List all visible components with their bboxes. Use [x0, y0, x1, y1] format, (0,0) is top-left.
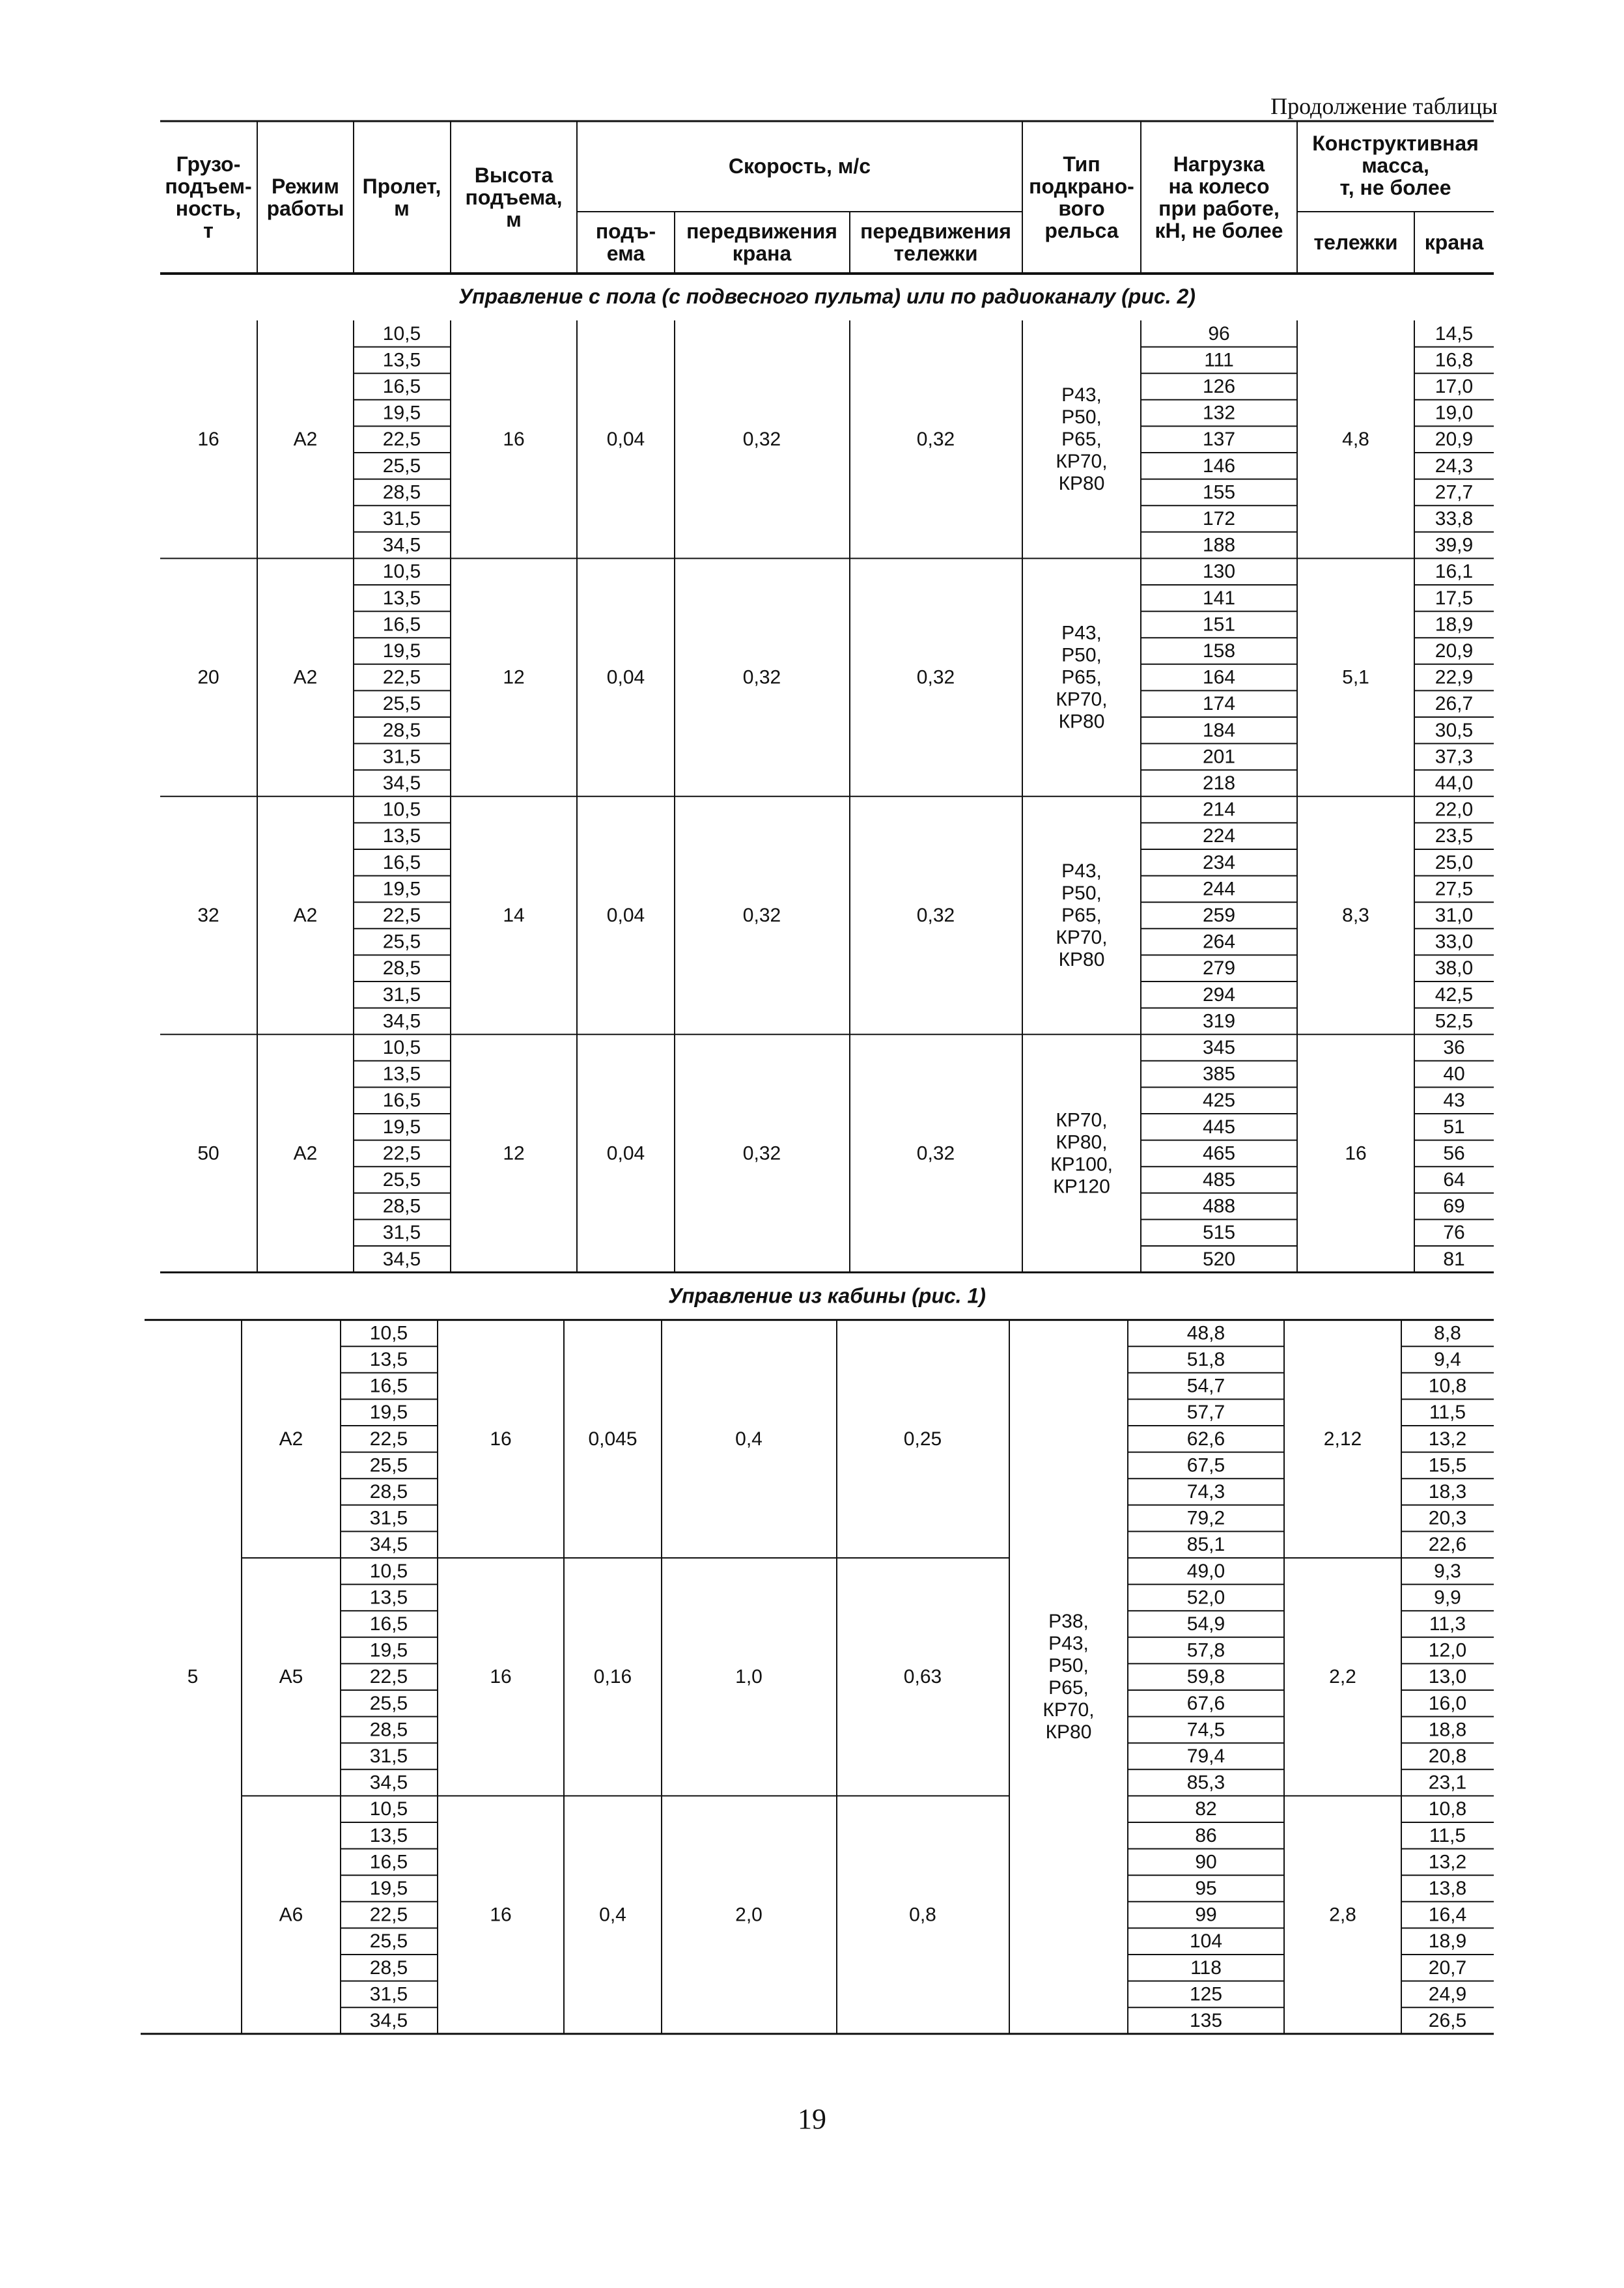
crane-speed-value: 0,32	[742, 905, 781, 926]
wheel-load-value: 86	[1195, 1824, 1217, 1846]
crane-mass-value: 12,0	[1428, 1639, 1467, 1661]
span-value: 31,5	[382, 983, 421, 1006]
span-value: 34,5	[382, 534, 421, 556]
crane-mass-value: 16,0	[1428, 1692, 1467, 1714]
rail-type-list: КР80,	[1056, 1131, 1108, 1153]
span-value: 25,5	[382, 693, 421, 715]
crane-mass-value: 22,9	[1435, 666, 1474, 688]
span-value: 31,5	[382, 1222, 421, 1244]
crane-speed-value: 0,4	[735, 1428, 763, 1450]
crane-mass-value: 9,9	[1434, 1587, 1461, 1609]
header-height: м	[506, 208, 522, 231]
span-value: 22,5	[369, 1428, 408, 1450]
crane-mass-value: 18,9	[1428, 1930, 1467, 1953]
span-value: 10,5	[369, 1560, 408, 1582]
header-rail-type: рельса	[1044, 219, 1119, 242]
crane-mass-value: 13,8	[1428, 1878, 1467, 1899]
crane-mass-value: 20,3	[1428, 1507, 1467, 1529]
rail-type-list: КР80	[1058, 473, 1105, 495]
wheel-load-value: 184	[1202, 719, 1236, 741]
crane-mass-value: 24,3	[1435, 455, 1474, 477]
wheel-load-value: 201	[1202, 746, 1236, 768]
wheel-load-value: 49,0	[1186, 1560, 1225, 1582]
span-value: 25,5	[369, 1692, 408, 1714]
wheel-load-value: 82	[1195, 1798, 1217, 1820]
rail-type-list: Р43,	[1061, 384, 1102, 406]
crane-mass-value: 20,9	[1435, 429, 1474, 451]
crane-mass-value: 18,8	[1428, 1719, 1467, 1741]
wheel-load-value: 118	[1190, 1956, 1222, 1979]
section-title-cabin-control: Управление из кабины (рис. 1)	[668, 1284, 986, 1308]
span-value: 31,5	[369, 1983, 408, 2005]
span-value: 34,5	[382, 772, 421, 794]
wheel-load-value: 67,6	[1186, 1692, 1225, 1714]
header-speed-crane: крана	[732, 242, 792, 265]
header-speed-trolley: передвижения	[860, 219, 1011, 243]
span-value: 34,5	[369, 2010, 408, 2031]
crane-mass-value: 19,0	[1435, 402, 1474, 424]
crane-mass-value: 14,5	[1435, 322, 1474, 345]
duty-mode-value: А6	[279, 1904, 303, 1926]
wheel-load-value: 51,8	[1186, 1349, 1225, 1370]
wheel-load-value: 385	[1202, 1063, 1236, 1085]
wheel-load-value: 99	[1195, 1904, 1217, 1926]
trolley-speed-value: 0,8	[909, 1904, 936, 1926]
span-value: 34,5	[369, 1534, 408, 1556]
trolley-mass-value: 2,12	[1323, 1428, 1362, 1450]
crane-mass-value: 17,0	[1435, 376, 1474, 397]
rail-type-list: КР70,	[1056, 1109, 1108, 1131]
crane-mass-value: 11,5	[1429, 1402, 1466, 1424]
header-capacity: т	[203, 219, 214, 242]
span-value: 16,5	[369, 1851, 408, 1873]
trolley-speed-value: 0,25	[903, 1428, 942, 1450]
crane-mass-value: 13,2	[1428, 1428, 1467, 1450]
lift-height-value: 16	[490, 1904, 512, 1926]
wheel-load-value: 141	[1202, 587, 1236, 609]
header-mode: работы	[266, 197, 344, 220]
span-value: 22,5	[369, 1666, 408, 1688]
header-wheel-load: при работе,	[1158, 197, 1280, 220]
crane-mass-value: 64	[1443, 1169, 1465, 1191]
header-rail-type: вого	[1058, 197, 1105, 220]
crane-mass-value: 16,4	[1428, 1904, 1467, 1926]
crane-speed-value: 0,32	[742, 429, 781, 451]
wheel-load-value: 125	[1189, 1983, 1223, 2005]
trolley-mass-value: 2,2	[1329, 1666, 1356, 1688]
span-value: 19,5	[369, 1402, 408, 1424]
wheel-load-value: 294	[1202, 983, 1236, 1006]
capacity-value: 16	[197, 429, 219, 451]
duty-mode-value: А5	[279, 1666, 303, 1688]
wheel-load-value: 146	[1202, 455, 1236, 477]
span-value: 10,5	[382, 798, 421, 821]
lift-speed-value: 0,04	[606, 905, 645, 926]
header-capacity: Грузо-	[176, 152, 241, 176]
wheel-load-value: 155	[1202, 481, 1236, 503]
wheel-load-value: 520	[1202, 1248, 1236, 1270]
wheel-load-value: 48,8	[1186, 1322, 1225, 1344]
trolley-mass-value: 2,8	[1329, 1904, 1356, 1926]
lift-height-value: 16	[490, 1666, 512, 1688]
trolley-mass-value: 16	[1345, 1142, 1367, 1165]
span-value: 25,5	[382, 1169, 421, 1191]
duty-mode-value: А2	[293, 1142, 318, 1165]
crane-mass-value: 16,8	[1435, 349, 1474, 371]
span-value: 25,5	[369, 1930, 408, 1953]
header-rail-type: подкрано-	[1029, 175, 1134, 198]
crane-mass-value: 27,7	[1435, 481, 1474, 503]
trolley-mass-value: 4,8	[1342, 429, 1369, 451]
crane-mass-value: 23,5	[1435, 825, 1474, 847]
wheel-load-value: 188	[1202, 534, 1236, 556]
crane-mass-value: 42,5	[1435, 983, 1474, 1006]
span-value: 19,5	[382, 640, 421, 662]
crane-mass-value: 8,8	[1434, 1322, 1461, 1344]
crane-mass-value: 15,5	[1428, 1454, 1467, 1476]
crane-mass-value: 10,8	[1428, 1375, 1467, 1397]
crane-mass-value: 38,0	[1435, 957, 1474, 980]
span-value: 19,5	[369, 1639, 408, 1661]
wheel-load-value: 488	[1202, 1195, 1236, 1217]
wheel-load-value: 259	[1202, 905, 1236, 926]
crane-mass-value: 26,7	[1435, 693, 1474, 715]
wheel-load-value: 485	[1202, 1169, 1236, 1191]
wheel-load-value: 515	[1202, 1222, 1236, 1244]
wheel-load-value: 79,2	[1186, 1507, 1225, 1529]
wheel-load-value: 445	[1202, 1116, 1236, 1138]
wheel-load-value: 164	[1202, 666, 1236, 688]
crane-mass-value: 10,8	[1428, 1798, 1467, 1820]
wheel-load-value: 172	[1202, 508, 1236, 530]
trolley-speed-value: 0,32	[916, 1142, 955, 1165]
wheel-load-value: 104	[1189, 1930, 1223, 1953]
crane-mass-value: 20,8	[1428, 1745, 1467, 1767]
wheel-load-value: 59,8	[1186, 1666, 1225, 1688]
span-value: 31,5	[369, 1745, 408, 1767]
rail-type-list: Р50,	[1061, 644, 1102, 666]
header-speed-lift: ема	[606, 242, 645, 265]
rail-type-list: Р50,	[1061, 883, 1102, 904]
rail-type-list: Р43,	[1061, 860, 1102, 882]
span-value: 28,5	[369, 1719, 408, 1741]
rail-type-list: Р43,	[1048, 1633, 1089, 1655]
crane-mass-value: 18,3	[1428, 1481, 1467, 1503]
crane-speed-value: 0,32	[742, 1142, 781, 1165]
page-number: 19	[798, 2103, 826, 2135]
trolley-speed-value: 0,32	[916, 429, 955, 451]
trolley-mass-value: 5,1	[1342, 666, 1369, 688]
capacity-value: 32	[197, 905, 219, 926]
wheel-load-value: 234	[1202, 851, 1236, 873]
span-value: 10,5	[382, 561, 421, 583]
span-value: 31,5	[369, 1507, 408, 1529]
span-value: 10,5	[369, 1322, 408, 1344]
wheel-load-value: 54,7	[1186, 1375, 1225, 1397]
crane-mass-value: 9,4	[1434, 1349, 1461, 1370]
span-value: 16,5	[369, 1613, 408, 1635]
span-value: 13,5	[382, 349, 421, 371]
header-rail-type: Тип	[1063, 152, 1100, 176]
span-value: 13,5	[382, 1063, 421, 1085]
wheel-load-value: 62,6	[1186, 1428, 1225, 1450]
crane-mass-value: 11,5	[1429, 1824, 1466, 1846]
span-value: 19,5	[369, 1878, 408, 1899]
crane-mass-value: 13,2	[1428, 1851, 1467, 1873]
span-value: 25,5	[369, 1454, 408, 1476]
trolley-speed-value: 0,32	[916, 905, 955, 926]
lift-speed-value: 0,045	[588, 1428, 637, 1450]
span-value: 28,5	[369, 1481, 408, 1503]
wheel-load-value: 57,7	[1186, 1402, 1225, 1424]
crane-mass-value: 23,1	[1428, 1772, 1467, 1794]
span-value: 19,5	[382, 402, 421, 424]
wheel-load-value: 244	[1202, 878, 1236, 900]
header-capacity: подъем-	[165, 175, 252, 198]
crane-mass-value: 22,0	[1435, 798, 1474, 821]
header-mass-trolley: тележки	[1313, 231, 1398, 254]
rail-type-list: Р65,	[1048, 1677, 1089, 1699]
header-speed: Скорость, м/с	[728, 154, 871, 178]
crane-mass-value: 20,7	[1428, 1956, 1467, 1979]
lift-speed-value: 0,04	[606, 429, 645, 451]
wheel-load-value: 74,5	[1186, 1719, 1225, 1741]
span-value: 22,5	[382, 1142, 421, 1165]
header-height: Высота	[474, 163, 553, 187]
wheel-load-value: 158	[1202, 640, 1236, 662]
rail-type-list: Р38,	[1048, 1611, 1089, 1633]
header-wheel-load: кН, не более	[1155, 219, 1283, 242]
span-value: 19,5	[382, 1116, 421, 1138]
crane-speed-value: 1,0	[735, 1666, 763, 1688]
wheel-load-value: 74,3	[1186, 1481, 1225, 1503]
crane-mass-value: 16,1	[1435, 561, 1474, 583]
span-value: 28,5	[382, 1195, 421, 1217]
wheel-load-value: 126	[1202, 376, 1236, 397]
capacity-value: 50	[197, 1142, 219, 1165]
crane-mass-value: 39,9	[1435, 534, 1474, 556]
wheel-load-value: 137	[1202, 429, 1236, 451]
crane-mass-value: 40	[1443, 1063, 1465, 1085]
crane-mass-value: 56	[1443, 1142, 1465, 1165]
duty-mode-value: А2	[279, 1428, 303, 1450]
span-value: 34,5	[369, 1772, 408, 1794]
capacity-value: 20	[197, 666, 219, 688]
wheel-load-value: 425	[1202, 1090, 1236, 1112]
header-speed-lift: подъ-	[595, 219, 656, 243]
span-value: 16,5	[382, 1090, 421, 1112]
duty-mode-value: А2	[293, 429, 318, 451]
rail-type-list: КР70,	[1056, 451, 1108, 473]
crane-mass-value: 26,5	[1428, 2010, 1467, 2031]
wheel-load-value: 174	[1202, 693, 1236, 715]
span-value: 22,5	[382, 429, 421, 451]
span-value: 13,5	[369, 1349, 408, 1370]
lift-speed-value: 0,16	[593, 1666, 632, 1688]
span-value: 22,5	[369, 1904, 408, 1926]
lift-height-value: 16	[490, 1428, 512, 1450]
lift-height-value: 12	[503, 1142, 525, 1165]
wheel-load-value: 67,5	[1186, 1454, 1225, 1476]
crane-mass-value: 17,5	[1435, 587, 1474, 609]
wheel-load-value: 54,9	[1186, 1613, 1225, 1635]
header-structural-mass: Конструктивная	[1312, 132, 1479, 155]
span-value: 34,5	[382, 1248, 421, 1270]
crane-mass-value: 76	[1443, 1222, 1465, 1244]
crane-mass-value: 30,5	[1435, 719, 1474, 741]
duty-mode-value: А2	[293, 905, 318, 926]
wheel-load-value: 79,4	[1186, 1745, 1225, 1767]
capacity-value: 5	[187, 1666, 199, 1688]
span-value: 16,5	[382, 851, 421, 873]
wheel-load-value: 224	[1202, 825, 1236, 847]
span-value: 13,5	[382, 587, 421, 609]
crane-mass-value: 11,3	[1429, 1613, 1466, 1635]
rail-type-list: Р65,	[1061, 905, 1102, 926]
span-value: 31,5	[382, 746, 421, 768]
crane-mass-value: 25,0	[1435, 851, 1474, 873]
header-structural-mass: т, не более	[1339, 176, 1451, 199]
header-speed-crane: передвижения	[686, 219, 837, 243]
span-value: 19,5	[382, 878, 421, 900]
header-span: м	[394, 197, 410, 220]
span-value: 13,5	[382, 825, 421, 847]
rail-type-list: Р43,	[1061, 622, 1102, 644]
crane-mass-value: 13,0	[1428, 1666, 1467, 1688]
span-value: 10,5	[382, 1037, 421, 1058]
rail-type-list: КР80	[1045, 1721, 1092, 1744]
lift-height-value: 16	[503, 429, 525, 451]
crane-mass-value: 31,0	[1435, 905, 1474, 926]
wheel-load-value: 279	[1202, 957, 1236, 980]
header-capacity: ность,	[175, 197, 242, 220]
lift-height-value: 14	[503, 905, 525, 926]
wheel-load-value: 218	[1202, 772, 1236, 794]
lift-height-value: 12	[503, 666, 525, 688]
wheel-load-value: 135	[1189, 2010, 1223, 2031]
span-value: 10,5	[369, 1798, 408, 1820]
rail-type-list: КР70,	[1056, 927, 1108, 948]
crane-mass-value: 24,9	[1428, 1983, 1467, 2005]
rail-type-list: Р50,	[1061, 406, 1102, 429]
span-value: 31,5	[382, 508, 421, 530]
header-mass-crane: крана	[1424, 231, 1484, 254]
crane-mass-value: 69	[1443, 1195, 1465, 1217]
trolley-mass-value: 8,3	[1342, 905, 1369, 926]
wheel-load-value: 52,0	[1186, 1587, 1225, 1609]
continuation-caption: Продолжение таблицы	[1270, 93, 1498, 119]
rail-type-list: КР100,	[1050, 1153, 1113, 1176]
span-value: 10,5	[382, 322, 421, 345]
header-mode: Режим	[272, 175, 339, 198]
span-value: 28,5	[369, 1956, 408, 1979]
span-value: 13,5	[369, 1587, 408, 1609]
span-value: 28,5	[382, 481, 421, 503]
span-value: 16,5	[369, 1375, 408, 1397]
lift-speed-value: 0,04	[606, 666, 645, 688]
wheel-load-value: 57,8	[1186, 1639, 1225, 1661]
wheel-load-value: 151	[1202, 614, 1236, 636]
header-structural-mass: масса,	[1362, 154, 1429, 177]
span-value: 25,5	[382, 931, 421, 953]
rail-type-list: Р65,	[1061, 429, 1102, 451]
header-speed-trolley: тележки	[893, 242, 978, 265]
crane-mass-value: 43	[1443, 1090, 1465, 1112]
crane-mass-value: 37,3	[1435, 746, 1474, 768]
lift-speed-value: 0,4	[599, 1904, 626, 1926]
span-value: 16,5	[382, 376, 421, 397]
crane-mass-value: 51	[1443, 1116, 1465, 1138]
wheel-load-value: 85,1	[1186, 1534, 1225, 1556]
span-value: 13,5	[369, 1824, 408, 1846]
wheel-load-value: 96	[1208, 322, 1230, 345]
span-value: 34,5	[382, 1010, 421, 1032]
rail-type-list: КР70,	[1056, 688, 1108, 711]
header-wheel-load: на колесо	[1168, 175, 1270, 198]
rail-type-list: КР70,	[1043, 1699, 1095, 1721]
span-value: 22,5	[382, 666, 421, 688]
wheel-load-value: 465	[1202, 1142, 1236, 1165]
wheel-load-value: 130	[1202, 561, 1236, 583]
wheel-load-value: 95	[1195, 1878, 1217, 1899]
wheel-load-value: 214	[1202, 798, 1236, 821]
rail-type-list: Р50,	[1048, 1655, 1089, 1677]
span-value: 28,5	[382, 957, 421, 980]
wheel-load-value: 132	[1202, 402, 1236, 424]
rail-type-list: КР80	[1058, 949, 1105, 970]
wheel-load-value: 85,3	[1186, 1772, 1225, 1794]
crane-mass-value: 18,9	[1435, 614, 1474, 636]
wheel-load-value: 264	[1202, 931, 1236, 953]
trolley-speed-value: 0,63	[903, 1666, 942, 1688]
crane-mass-value: 22,6	[1428, 1534, 1467, 1556]
rail-type-list: Р65,	[1061, 666, 1102, 688]
span-value: 28,5	[382, 719, 421, 741]
crane-mass-value: 52,5	[1435, 1010, 1474, 1032]
header-wheel-load: Нагрузка	[1173, 152, 1265, 176]
span-value: 25,5	[382, 455, 421, 477]
crane-mass-value: 33,8	[1435, 508, 1474, 530]
span-value: 22,5	[382, 905, 421, 926]
wheel-load-value: 345	[1202, 1037, 1236, 1058]
lift-speed-value: 0,04	[606, 1142, 645, 1165]
crane-mass-value: 9,3	[1434, 1560, 1461, 1582]
crane-mass-value: 27,5	[1435, 878, 1474, 900]
wheel-load-value: 111	[1204, 349, 1234, 371]
crane-mass-value: 36	[1443, 1037, 1465, 1058]
crane-mass-value: 20,9	[1435, 640, 1474, 662]
crane-speed-value: 0,32	[742, 666, 781, 688]
crane-mass-value: 44,0	[1435, 772, 1474, 794]
span-value: 16,5	[382, 614, 421, 636]
header-span: Пролет,	[362, 175, 441, 198]
trolley-speed-value: 0,32	[916, 666, 955, 688]
duty-mode-value: А2	[293, 666, 318, 688]
rail-type-list: КР120	[1053, 1176, 1110, 1198]
wheel-load-value: 90	[1195, 1851, 1217, 1873]
crane-mass-value: 81	[1443, 1248, 1465, 1270]
wheel-load-value: 319	[1202, 1010, 1236, 1032]
header-height: подъема,	[465, 186, 563, 209]
section-title-floor-control: Управление с пола (с подвесного пульта) или по радиоканалу (рис. 2)	[458, 285, 1196, 308]
crane-mass-value: 33,0	[1435, 931, 1474, 953]
rail-type-list: КР80	[1058, 711, 1105, 733]
crane-speed-value: 2,0	[735, 1904, 763, 1926]
